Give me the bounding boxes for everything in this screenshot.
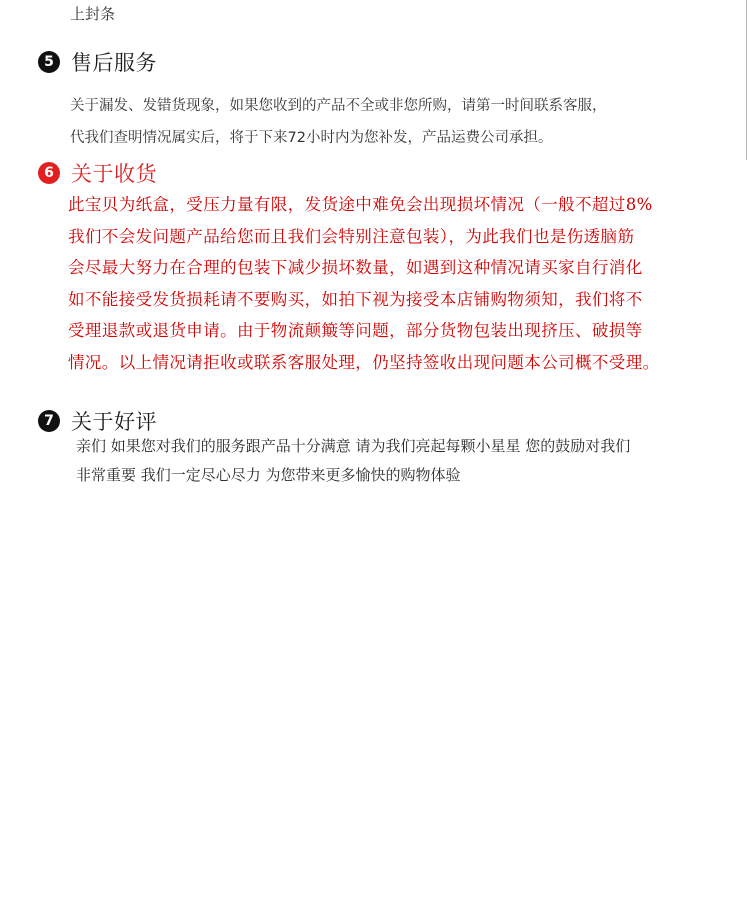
body-line: 受理退款或退货申请。由于物流颠簸等问题，部分货物包装出现挤压、破损等 [68, 321, 643, 340]
body-line: 非常重要 我们一定尽心尽力 为您带来更多愉快的购物体验 [76, 466, 461, 484]
receiving-notice-body [68, 189, 660, 378]
body-line: 情况。以上情况请拒收或联系客服处理，仍坚持签收出现问题本公司概不受理。 [68, 352, 660, 372]
after-sales-title: 售后服务 [71, 51, 157, 75]
body-line: 代我们查明情况属实后，将于下来72小时内为您补发，产品运费公司承担。 [70, 130, 553, 146]
body-line: 如不能接受发货损耗请不要购买，如拍下视为接受本店铺购物须知，我们将不 [68, 289, 643, 309]
number-5-badge: 5 [38, 51, 60, 73]
right-edge-divider [746, 0, 747, 160]
body-line: 会尽最大努力在合理的包装下减少损坏数量，如遇到这种情况请买家自行消化 [68, 258, 643, 277]
receiving-title: 关于收货 [71, 162, 157, 186]
previous-section-tail-text: 上封条 [70, 5, 116, 23]
after-sales-heading [38, 47, 157, 77]
body-line: 此宝贝为纸盒，受压力量有限，发货途中难免会出现损坏情况（一般不超过8% [68, 195, 653, 214]
number-7-badge: 7 [38, 410, 60, 432]
review-body [76, 432, 630, 490]
review-title: 关于好评 [71, 410, 157, 434]
after-sales-body [70, 90, 607, 154]
receiving-heading [38, 158, 157, 188]
body-line: 我们不会发问题产品给您而且我们会特别注意包装），为此我们也是伤透脑筋 [68, 226, 635, 246]
number-6-badge: 6 [38, 162, 60, 184]
body-line: 亲们 如果您对我们的服务跟产品十分满意 请为我们亮起每颗小星星 您的鼓励对我们 [76, 437, 631, 455]
body-line: 关于漏发、发错货现象，如果您收到的产品不全或非您所购，请第一时间联系客服， [70, 98, 607, 114]
